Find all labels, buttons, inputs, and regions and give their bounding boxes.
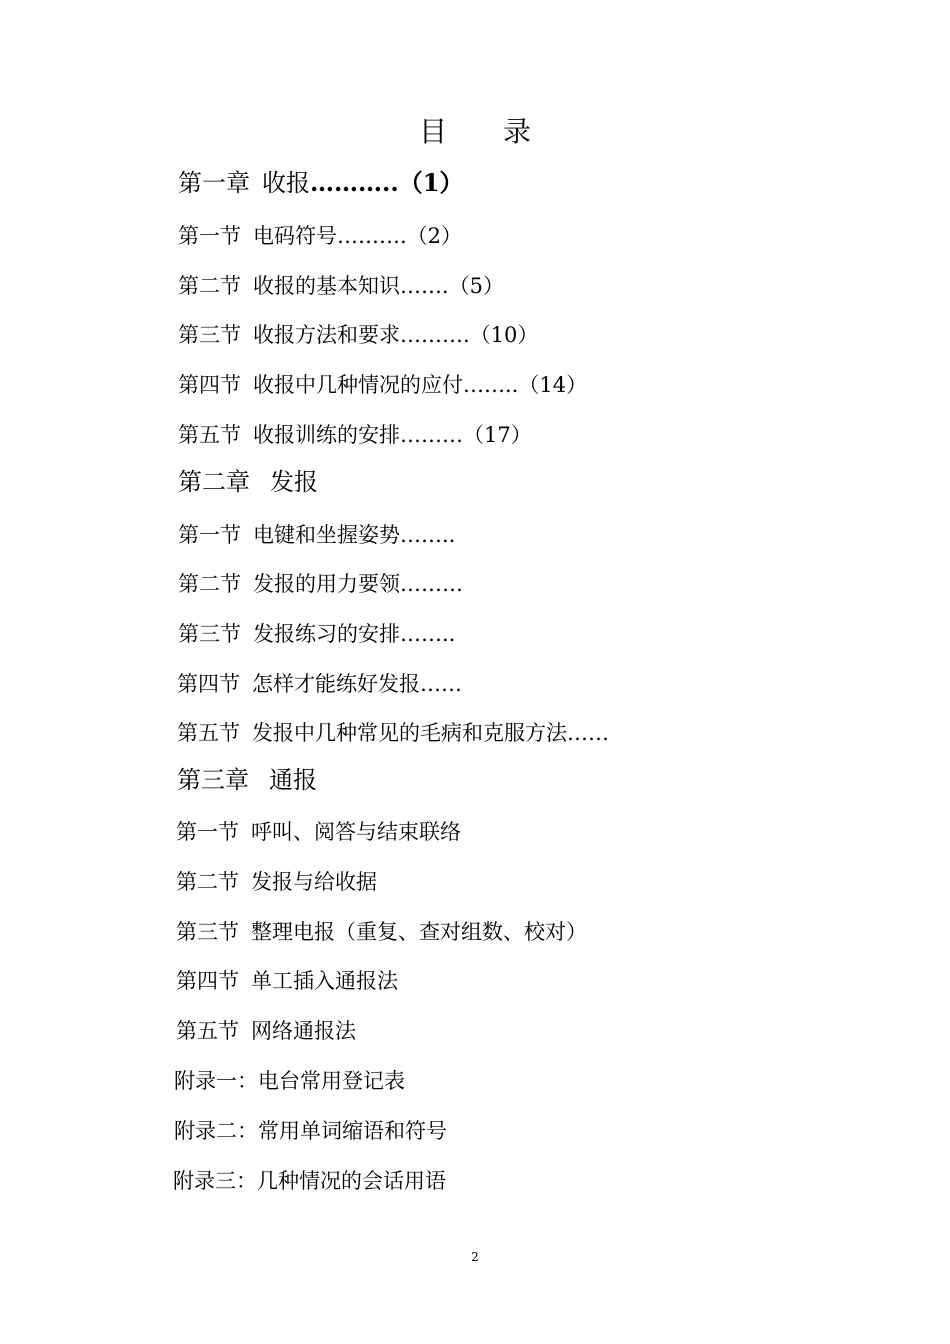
toc-label: 第二章 bbox=[178, 468, 250, 496]
toc-label: 第一节 bbox=[178, 523, 241, 547]
toc-section-2-2[interactable] bbox=[178, 569, 463, 599]
toc-section-1-4[interactable] bbox=[178, 370, 587, 400]
toc-label: 第二节 bbox=[178, 274, 241, 298]
toc-leader: …… bbox=[420, 672, 462, 696]
toc-name: 几种情况的会话用语 bbox=[257, 1169, 446, 1193]
toc-section-1-2[interactable] bbox=[178, 271, 504, 301]
toc-label: 第四节 bbox=[178, 373, 241, 397]
toc-page: （10） bbox=[469, 323, 539, 347]
toc-label: 附录三： bbox=[173, 1169, 257, 1193]
toc-label: 第一章 bbox=[178, 169, 250, 197]
toc-leader: ……….. bbox=[310, 168, 399, 197]
toc-leader: ……… bbox=[400, 572, 463, 596]
toc-leader: ……. bbox=[400, 274, 449, 298]
title-char-1: 目 bbox=[418, 115, 447, 148]
toc-section-1-5[interactable] bbox=[178, 420, 532, 450]
toc-label: 第三节 bbox=[178, 622, 241, 646]
toc-name: 电台常用登记表 bbox=[258, 1069, 405, 1093]
toc-page: （1） bbox=[398, 168, 464, 197]
toc-name: 通报 bbox=[269, 766, 317, 794]
toc-page: （14） bbox=[518, 373, 588, 397]
toc-label: 第三节 bbox=[176, 920, 239, 944]
title-char-2: 录 bbox=[503, 115, 532, 148]
toc-label: 第五节 bbox=[176, 1019, 239, 1043]
toc-section-1-3[interactable] bbox=[178, 320, 538, 350]
toc-leader: …….. bbox=[400, 622, 456, 646]
toc-leader: …….. bbox=[463, 373, 519, 397]
toc-name: 收报的基本知识 bbox=[253, 274, 400, 298]
toc-section-1-1[interactable] bbox=[178, 221, 462, 251]
toc-name: 发报 bbox=[270, 468, 318, 496]
toc-appendix-3[interactable] bbox=[173, 1166, 446, 1196]
toc-name: 网络通报法 bbox=[251, 1019, 356, 1043]
toc-leader: ……… bbox=[400, 423, 463, 447]
toc-name: 收报 bbox=[262, 169, 310, 197]
toc-leader: ………. bbox=[337, 224, 407, 248]
toc-chapter-1[interactable] bbox=[178, 166, 463, 200]
toc-label: 第五节 bbox=[178, 423, 241, 447]
toc-name: 收报训练的安排 bbox=[253, 423, 400, 447]
toc-label: 第四节 bbox=[177, 672, 240, 696]
toc-leader: …… bbox=[567, 721, 609, 745]
toc-leader: …….. bbox=[400, 523, 456, 547]
toc-section-3-4[interactable] bbox=[176, 966, 398, 996]
toc-name: 呼叫、阅答与结束联络 bbox=[251, 820, 461, 844]
toc-section-3-3[interactable] bbox=[176, 917, 587, 947]
toc-name: 收报方法和要求 bbox=[253, 323, 400, 347]
toc-label: 第一节 bbox=[178, 224, 241, 248]
toc-label: 第二节 bbox=[176, 870, 239, 894]
toc-section-3-1[interactable] bbox=[176, 817, 461, 847]
toc-section-2-5[interactable] bbox=[177, 718, 609, 748]
toc-page: （17） bbox=[463, 423, 532, 447]
toc-section-2-4[interactable] bbox=[177, 669, 462, 699]
toc-chapter-3[interactable] bbox=[177, 763, 317, 797]
toc-name: 发报练习的安排 bbox=[253, 622, 400, 646]
toc-name: 单工插入通报法 bbox=[251, 969, 398, 993]
toc-label: 第二节 bbox=[178, 572, 241, 596]
toc-name: 发报中几种常见的毛病和克服方法 bbox=[252, 721, 567, 745]
toc-page: （5） bbox=[448, 274, 505, 298]
toc-name: 整理电报（重复、查对组数、校对） bbox=[251, 920, 587, 944]
toc-section-3-2[interactable] bbox=[176, 867, 377, 897]
toc-label: 附录二： bbox=[174, 1119, 258, 1143]
toc-name: 发报的用力要领 bbox=[253, 572, 400, 596]
toc-appendix-1[interactable] bbox=[174, 1066, 405, 1096]
toc-name: 常用单词缩语和符号 bbox=[258, 1119, 447, 1143]
toc-label: 第三章 bbox=[177, 766, 249, 794]
toc-section-3-5[interactable] bbox=[176, 1016, 356, 1046]
toc-label: 第三节 bbox=[178, 323, 241, 347]
toc-name: 怎样才能练好发报 bbox=[252, 672, 420, 696]
page-number: 2 bbox=[471, 1250, 479, 1264]
toc-label: 第四节 bbox=[176, 969, 239, 993]
toc-name: 电键和坐握姿势 bbox=[253, 523, 400, 547]
toc-label: 附录一： bbox=[174, 1069, 258, 1093]
toc-page: （2） bbox=[406, 224, 463, 248]
toc-section-2-3[interactable] bbox=[178, 619, 455, 649]
toc-leader: ………. bbox=[400, 323, 470, 347]
toc-section-2-1[interactable] bbox=[178, 520, 455, 550]
toc-name: 收报中几种情况的应付 bbox=[253, 373, 463, 397]
toc-appendix-2[interactable] bbox=[174, 1116, 447, 1146]
toc-label: 第五节 bbox=[177, 721, 240, 745]
toc-chapter-2[interactable] bbox=[178, 465, 318, 499]
toc-name: 发报与给收据 bbox=[251, 870, 377, 894]
toc-label: 第一节 bbox=[176, 820, 239, 844]
toc-name: 电码符号 bbox=[253, 224, 337, 248]
